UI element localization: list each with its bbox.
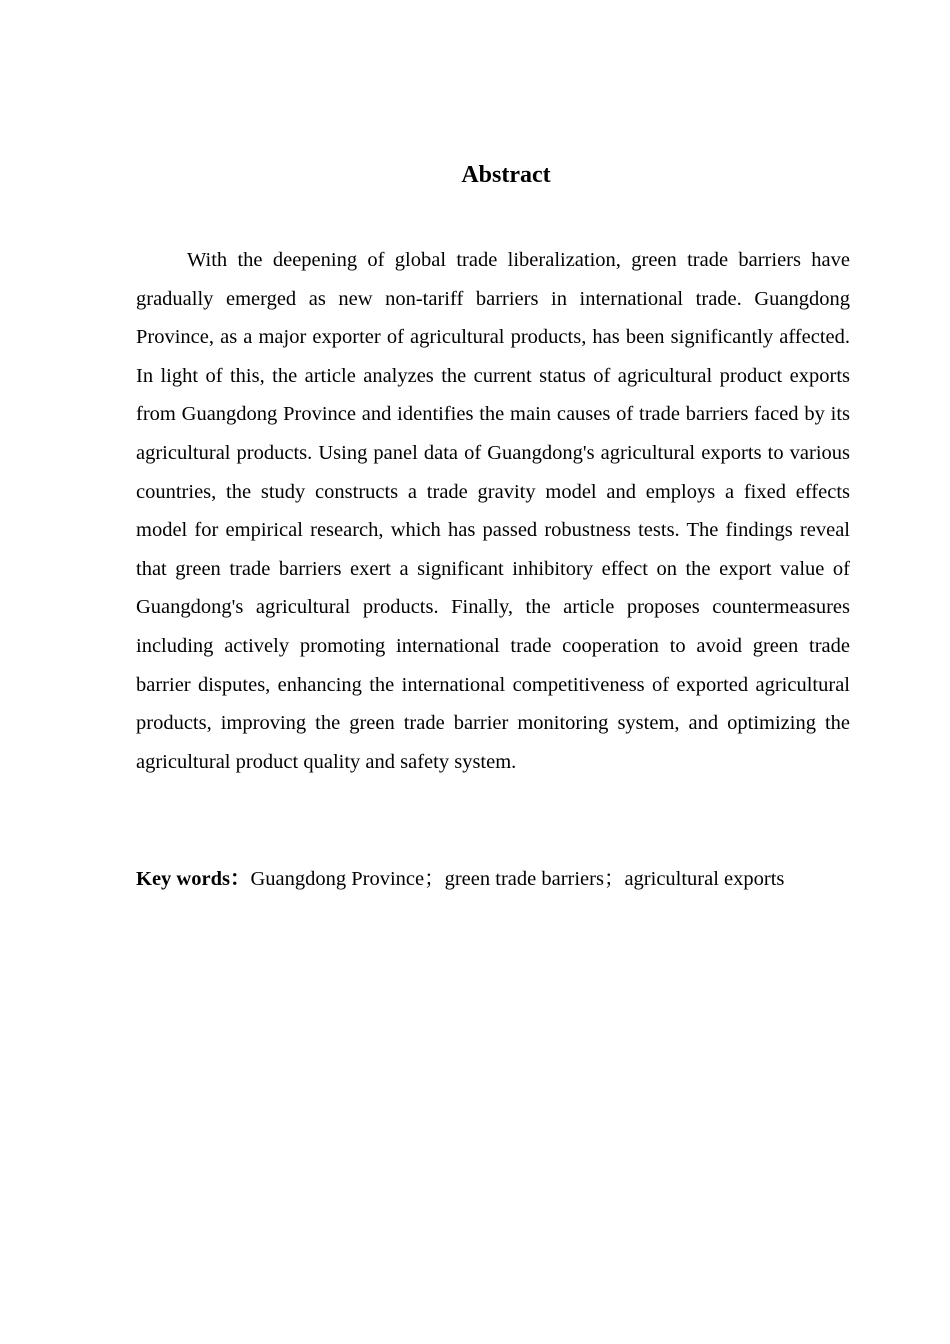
- abstract-paragraph: With the deepening of global trade liberalization, green trade barriers have gradually emerged as new non-tariff barriers in international trade. Guangdong Province, as a major exporter of agricultural products, has been significantly affected. In light of this, the article analyzes the current status of agricultural product exports from Guangdong Province and identifies the main causes of trade barriers faced by its agricultural products. Using panel data of Guangdong's agricultural exports to various countries, the study constructs a trade gravity model and employs a fixed effects model for empirical research, which has passed robustness tests. The findings reveal that green trade barriers exert a significant inhibitory effect on the export value of Guangdong's agricultural products. Finally, the article proposes countermeasures including actively promoting international trade cooperation to avoid green trade barrier disputes, enhancing the international competitiveness of exported agricultural products, improving the green trade barrier monitoring system, and optimizing the agricultural product quality and safety system.: [136, 249, 850, 773]
- keywords-label: Key words：: [136, 868, 251, 890]
- keywords-text: Guangdong Province；green trade barriers；agricultural exports: [250, 868, 785, 890]
- keywords-line: [136, 860, 896, 898]
- abstract-title: Abstract: [461, 162, 551, 188]
